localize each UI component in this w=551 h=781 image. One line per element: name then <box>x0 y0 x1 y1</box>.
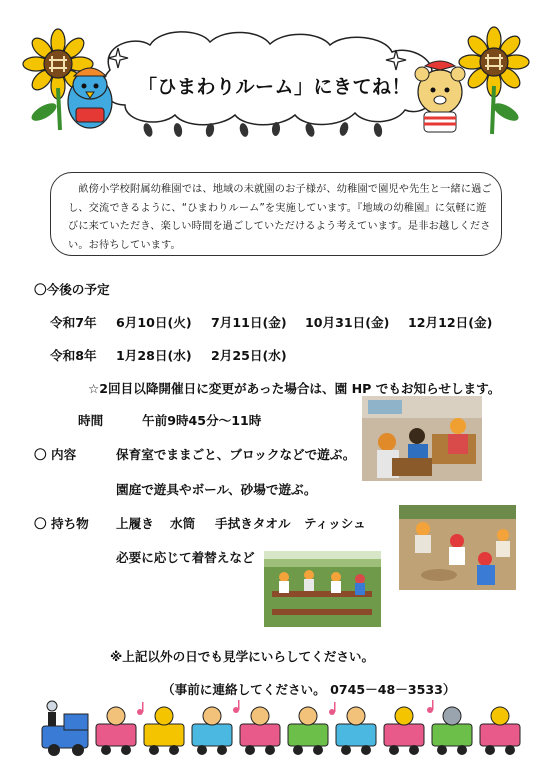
item: 水筒 <box>170 516 196 531</box>
train-engine-icon <box>42 701 88 756</box>
schedule-date: 2月25日(水) <box>211 348 287 363</box>
train-border <box>0 700 551 760</box>
train-car-icon <box>432 707 472 755</box>
content-line-1: 保育室でままごと、ブロックなどで遊ぶ。 <box>116 447 356 462</box>
schedule-r7-label: 令和7年 <box>50 315 97 330</box>
time-label: 時間 <box>78 413 104 428</box>
schedule-date: 6月10日(火) <box>116 315 192 330</box>
train-car-icon <box>240 707 280 755</box>
train-car-icon <box>480 707 520 755</box>
train-car-icon <box>384 707 424 755</box>
content-label: 〇 内容 <box>34 447 77 462</box>
photo-indoor-play <box>362 396 482 481</box>
schedule-heading: 〇今後の予定 <box>34 282 110 297</box>
item: 上履き <box>116 516 154 531</box>
time-value: 午前9時45分～11時 <box>142 413 262 428</box>
schedule-date: 10月31日(金) <box>305 315 390 330</box>
items-label: 〇 持ち物 <box>34 516 89 531</box>
schedule-notice: ☆2回目以降開催日に変更があった場合は、園 HP でもお知らせします。 <box>88 381 501 396</box>
bear-mascot-icon <box>415 61 465 132</box>
item: 手拭きタオル <box>215 516 291 531</box>
photo-playground <box>264 551 381 627</box>
photo-sandbox <box>399 505 516 590</box>
intro-text: 畝傍小学校附属幼稚園では、地域の未就園のお子様が、幼稚園で園児や先生と一緒に過ごし、交流できるように、“ひまわりルーム”を実施しています。『地域の幼稚園』に気軽に遊びに来ていただき、楽しい時間を過ごしていただけるよう考えています。是非お越しください。お待ちしています。 <box>68 184 492 251</box>
train-car-icon <box>288 707 328 755</box>
train-car-icon <box>96 707 136 755</box>
sunflower-icon <box>459 27 529 134</box>
schedule-date: 1月28日(水) <box>116 348 192 363</box>
contact-note: （事前に連絡してください。 0745－48－3533） <box>162 682 456 697</box>
schedule-r8-label: 令和8年 <box>50 348 97 363</box>
items-extra: 必要に応じて着替えなど <box>116 550 255 565</box>
content-line-2: 園庭で遊具やボール、砂場で遊ぶ。 <box>116 482 317 497</box>
item: ティッシュ <box>304 516 366 531</box>
schedule-date: 12月12日(金) <box>408 315 493 330</box>
train-car-icon <box>144 707 184 755</box>
page-title: 「ひまわりルーム」にきてね！ <box>138 76 412 98</box>
train-car-icon <box>192 707 232 755</box>
schedule-date: 7月11日(金) <box>211 315 287 330</box>
visit-note: ※上記以外の日でも見学にいらしてください。 <box>110 649 375 664</box>
music-note-icon <box>137 700 434 715</box>
train-car-icon <box>336 707 376 755</box>
